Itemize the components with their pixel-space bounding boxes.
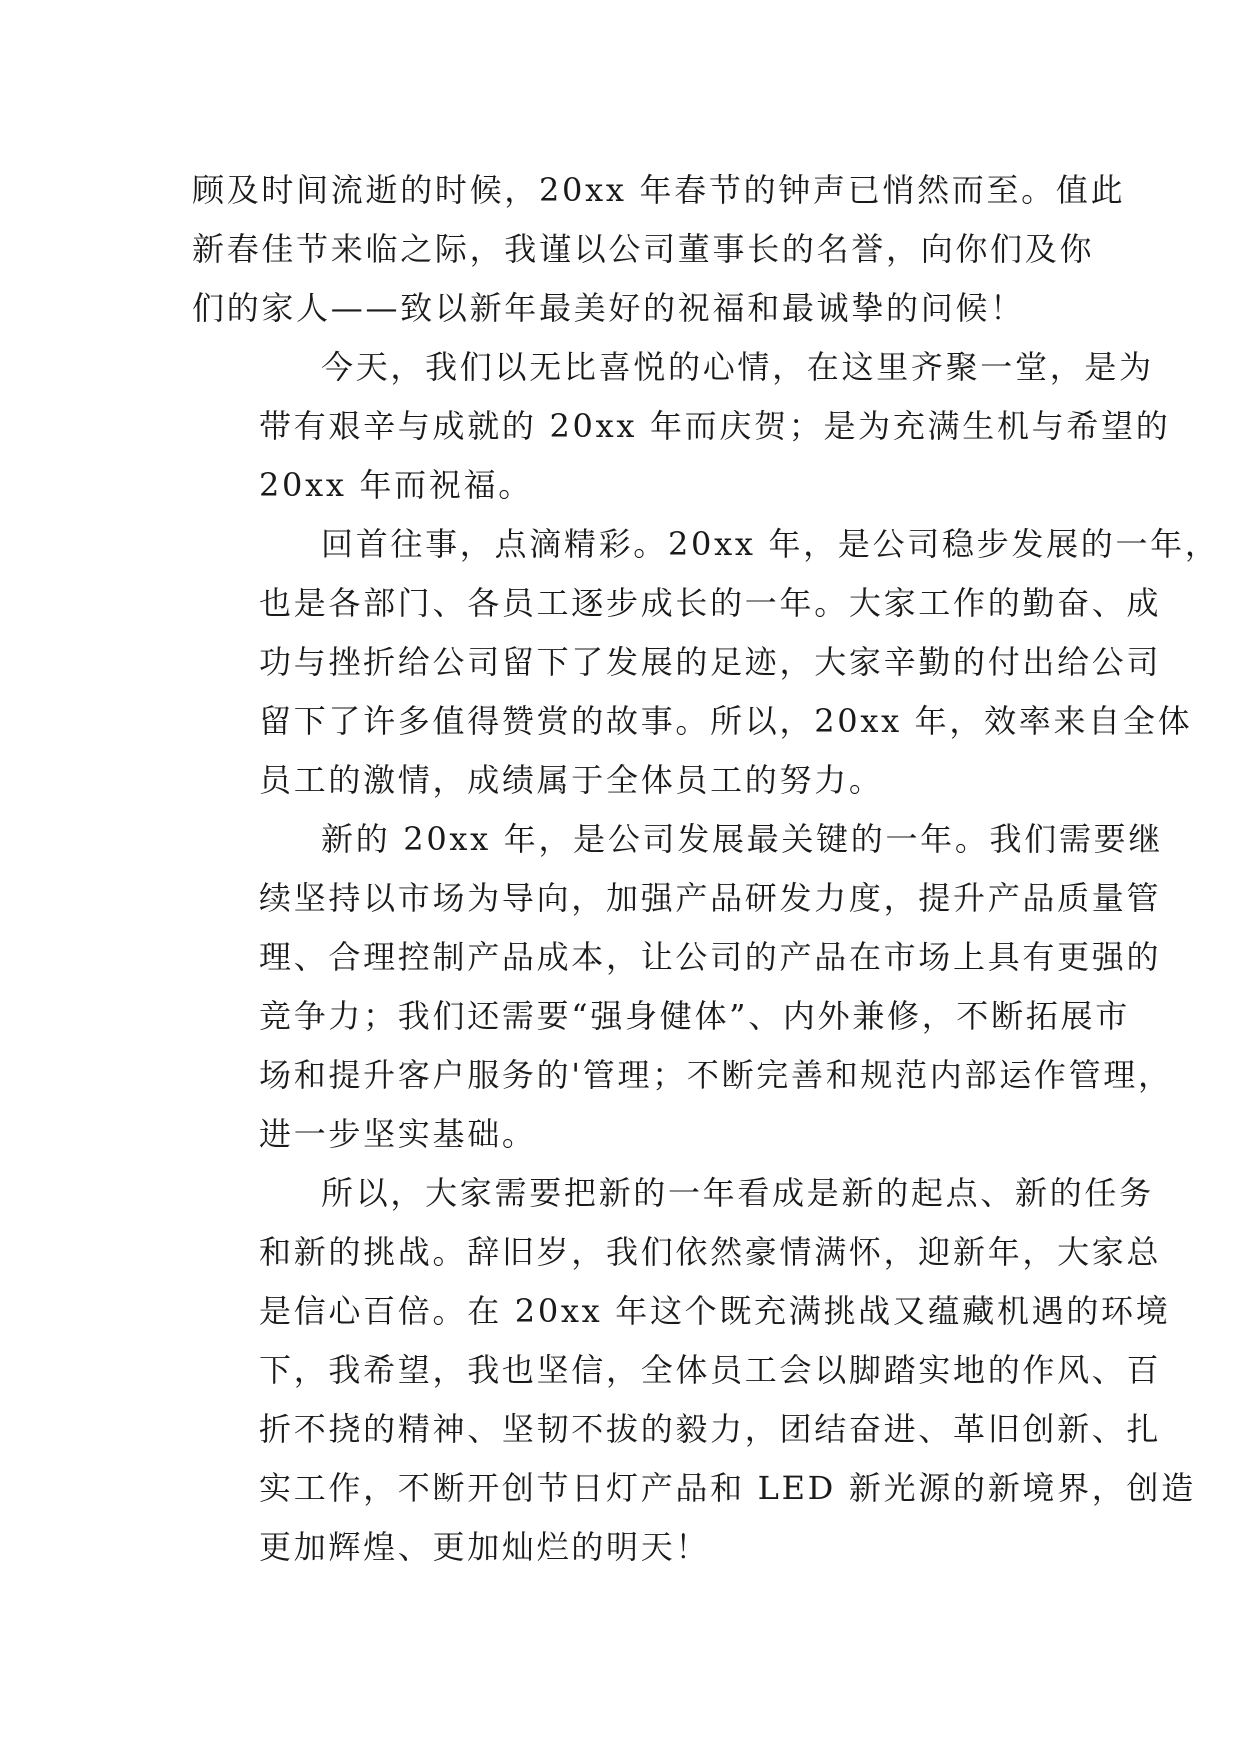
text-line: 场和提升客户服务的'管理；不断完善和规范内部运作管理， [259,1056,1173,1094]
paragraph-3 [192,515,1220,810]
text-line: 们的家人——致以新年最美好的祝福和最诚挚的问候！ [192,289,1025,327]
text-line: 员工的激情，成绩属于全体员工的努力。 [259,761,884,799]
text-line: 续坚持以市场为导向，加强产品研发力度，提升产品质量管 [259,879,1162,917]
text-line: 新的 20xx 年，是公司发展最关键的一年。我们需要继 [321,820,1164,858]
text-line: 是信心百倍。在 20xx 年这个既充满挑战又蕴藏机遇的环境 [259,1292,1171,1330]
text-line: 和新的挑战。辞旧岁，我们依然豪情满怀，迎新年，大家总 [259,1233,1162,1271]
text-line: 20xx 年而祝福。 [259,466,533,504]
text-line: 功与挫折给公司留下了发展的足迹，大家辛勤的付出给公司 [259,643,1162,681]
text-line: 今天，我们以无比喜悦的心情，在这里齐聚一堂，是为 [321,348,1154,386]
text-line: 实工作，不断开创节日灯产品和 LED 新光源的新境界，创造 [259,1469,1196,1507]
text-line: 竞争力；我们还需要“强身健体”、内外兼修，不断拓展市 [259,997,1130,1035]
text-line: 进一步坚实基础。 [259,1115,537,1153]
paragraph-5 [192,1164,1196,1577]
text-line: 更加辉煌、更加灿烂的明天！ [259,1528,711,1566]
text-line: 所以，大家需要把新的一年看成是新的起点、新的任务 [321,1174,1154,1212]
text-line: 理、合理控制产品成本，让公司的产品在市场上具有更强的 [259,938,1162,976]
text-line: 带有艰辛与成就的 20xx 年而庆贺；是为充满生机与希望的 [259,407,1171,445]
paragraph-4 [192,810,1173,1164]
text-line: 留下了许多值得赞赏的故事。所以，20xx 年，效率来自全体 [259,702,1193,740]
text-line: 回首往事，点滴精彩。20xx 年，是公司稳步发展的一年， [321,525,1220,563]
text-line: 折不挠的精神、坚韧不拔的毅力，团结奋进、革旧创新、扎 [259,1410,1162,1448]
paragraph-2 [192,338,1171,515]
document-body [192,161,1220,1577]
paragraph-1 [192,161,1126,338]
text-line: 新春佳节来临之际，我谨以公司董事长的名誉，向你们及你 [192,230,1095,268]
text-line: 顾及时间流逝的时候，20xx 年春节的钟声已悄然而至。值此 [192,171,1126,209]
text-line: 也是各部门、各员工逐步成长的一年。大家工作的勤奋、成 [259,584,1162,622]
text-line: 下，我希望，我也坚信，全体员工会以脚踏实地的作风、百 [259,1351,1162,1389]
